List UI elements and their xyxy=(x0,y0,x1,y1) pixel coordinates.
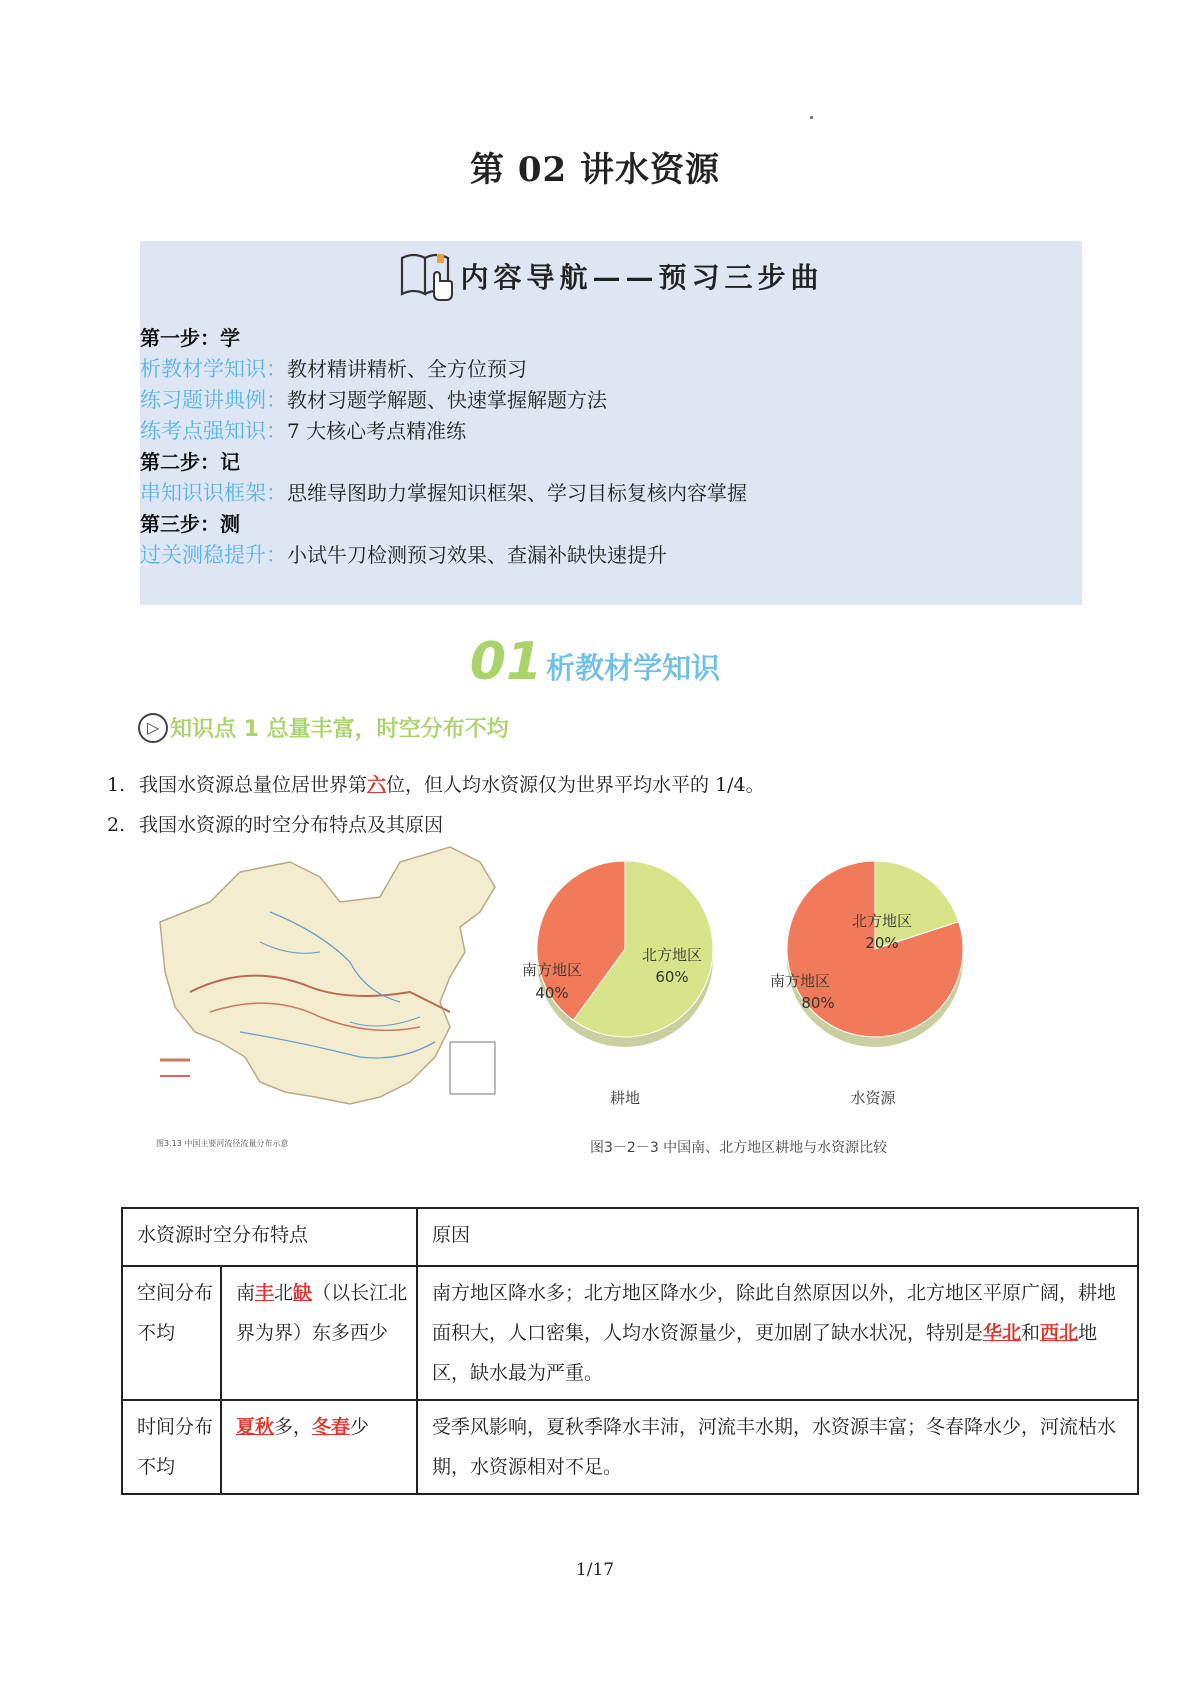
pie1-north-value: 60% xyxy=(655,968,689,986)
pie2-south-label: 南方地区 xyxy=(769,972,830,990)
water-resource-pie-chart xyxy=(775,857,975,1057)
content-navigation-box xyxy=(140,241,1082,605)
text: 和 xyxy=(1021,1322,1041,1344)
list-number: 1. xyxy=(107,774,126,796)
pie2-north-label: 北方地区 xyxy=(851,912,912,930)
highlight-answer: 夏秋 xyxy=(236,1416,275,1438)
highlight-answer: 华北 xyxy=(983,1322,1022,1344)
pie2-title: 水资源 xyxy=(850,1089,896,1107)
text: 北 xyxy=(274,1282,294,1304)
text: 地区，缺水最为严重。 xyxy=(432,1322,1098,1384)
stray-dot xyxy=(810,116,813,119)
table-row xyxy=(122,1400,1138,1494)
nav-item xyxy=(140,354,1082,385)
nav-item xyxy=(140,478,1082,509)
nav-item-key: 练考点强知识： xyxy=(140,419,287,443)
pie1-south-value: 40% xyxy=(535,984,569,1002)
step-title: 第三步：测 xyxy=(140,512,240,536)
step-title: 第二步：记 xyxy=(140,450,240,474)
figure-caption: 图3－2－3 中国南、北方地区耕地与水资源比较 xyxy=(590,1140,888,1156)
page-title: 第 02 讲水资源 xyxy=(470,150,720,190)
row-feature xyxy=(221,1400,417,1494)
book-pointer-icon xyxy=(398,250,454,302)
nav-item-value: 小试牛刀检测预习效果、查漏补缺快速提升 xyxy=(287,543,667,567)
text: （以长江北界为界）东多西少 xyxy=(236,1282,408,1344)
china-river-map xyxy=(150,842,520,1152)
text: 我国水资源总量位居世界第 xyxy=(139,774,368,796)
highlight-answer: 缺 xyxy=(293,1282,313,1304)
pie1-title: 耕地 xyxy=(609,1089,640,1107)
pie2-north-value: 20% xyxy=(865,934,899,952)
section-title: 析教材学知识 xyxy=(546,651,721,685)
nav-item xyxy=(140,540,1082,571)
nav-item-key: 练习题讲典例： xyxy=(140,388,287,412)
nav-item-value: 教材精讲精析、全方位预习 xyxy=(287,357,527,381)
row-label: 空间分布不均 xyxy=(122,1266,221,1400)
table-header-row xyxy=(122,1208,1138,1266)
nav-header-text: 内容导航——预习三步曲 xyxy=(460,261,824,294)
highlight-answer: 六 xyxy=(367,774,387,796)
nav-item-key: 过关测稳提升： xyxy=(140,543,287,567)
pie2-south-value: 80% xyxy=(801,994,835,1012)
step-1 xyxy=(140,323,1082,354)
nav-item xyxy=(140,385,1082,416)
nav-header xyxy=(140,241,1082,311)
text: 我国水资源的时空分布特点及其原因 xyxy=(139,814,444,836)
step-2 xyxy=(140,447,1082,478)
highlight-answer: 冬春 xyxy=(312,1416,351,1438)
nav-item xyxy=(140,416,1082,447)
knowledge-point-title: 知识点 1 总量丰富，时空分布不均 xyxy=(170,717,509,742)
map-caption: 图3.13 中国主要河流径流量分布示意 xyxy=(156,1139,289,1148)
row-reason: 受季风影响，夏秋季降水丰沛，河流丰水期，水资源丰富；冬春降水少，河流枯水期，水资源相对不足。 xyxy=(417,1400,1138,1494)
paragraph-1 xyxy=(107,770,765,797)
section-number: 01 xyxy=(469,632,543,692)
text: 位，但人均水资源仅为世界平均水平的 1/4。 xyxy=(386,774,765,796)
highlight-answer: 西北 xyxy=(1040,1322,1079,1344)
table-row xyxy=(122,1266,1138,1400)
pie1-south-label: 南方地区 xyxy=(521,961,582,979)
pie1-north-label: 北方地区 xyxy=(641,946,702,964)
text: 多， xyxy=(274,1416,313,1438)
nav-item-value: 教材习题学解题、快速掌握解题方法 xyxy=(287,388,607,412)
text: 南方地区降水多；北方地区降水少，除此自然原因以外，北方地区平原广阔，耕地面积大，人口密集，人均水资源量少，更加剧了缺水状况，特别是 xyxy=(432,1282,1117,1344)
row-label: 时间分布不均 xyxy=(122,1400,221,1494)
text: 少 xyxy=(350,1416,370,1438)
figure xyxy=(150,842,1070,1162)
paragraph-2 xyxy=(107,810,443,837)
nav-item-key: 串知识识框架： xyxy=(140,481,287,505)
list-number: 2. xyxy=(107,814,126,836)
section-heading xyxy=(0,632,1190,692)
table-header-feature: 水资源时空分布特点 xyxy=(122,1208,417,1266)
step-3 xyxy=(140,509,1082,540)
knowledge-point-heading xyxy=(138,712,509,743)
play-circle-icon: ▷ xyxy=(138,713,168,743)
water-distribution-table xyxy=(121,1207,1139,1495)
nav-lines xyxy=(140,323,1082,571)
row-feature xyxy=(221,1266,417,1400)
text: 南 xyxy=(236,1282,256,1304)
page-number: 1/17 xyxy=(575,1560,615,1580)
row-reason xyxy=(417,1266,1138,1400)
highlight-answer: 丰 xyxy=(255,1282,275,1304)
table-header-reason: 原因 xyxy=(417,1208,1138,1266)
step-title: 第一步：学 xyxy=(140,326,240,350)
nav-item-value: 思维导图助力掌握知识框架、学习目标复核内容掌握 xyxy=(287,481,747,505)
nav-item-value: 7 大核心考点精准练 xyxy=(287,419,467,443)
nav-item-key: 析教材学知识： xyxy=(140,357,287,381)
